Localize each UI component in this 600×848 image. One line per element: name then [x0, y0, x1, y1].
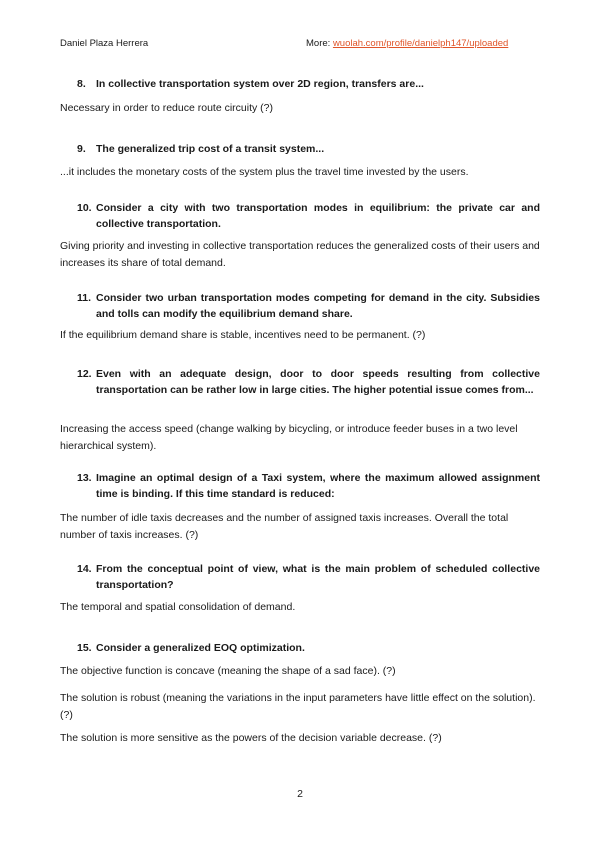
question-10 [78, 200, 540, 232]
question-13 [78, 470, 540, 502]
more-info [306, 38, 508, 49]
question-number: 9. [77, 143, 86, 155]
question-text: In collective transportation system over 2D region, transfers are... [96, 78, 424, 90]
question-number: 10. [77, 202, 92, 214]
question-text: From the conceptual point of view, what is the main problem of scheduled collective transportation? [96, 563, 540, 591]
answer-15-c: The solution is more sensitive as the powers of the decision variable decrease. (?) [60, 732, 442, 744]
question-text: Consider a generalized EOQ optimization. [96, 642, 305, 654]
question-number: 15. [77, 642, 92, 654]
answer-11: If the equilibrium demand share is stable, incentives need to be permanent. (?) [60, 329, 426, 341]
answer-15-b: The solution is robust (meaning the variations in the input parameters have little effect on the solution). (?) [60, 692, 536, 721]
page-number: 2 [297, 788, 303, 800]
question-text: Consider a city with two transportation modes in equilibrium: the private car and collective transportation. [96, 202, 540, 230]
question-12 [78, 366, 540, 398]
answer-12: Increasing the access speed (change walking by bicycling, or introduce feeder buses in a two level hierarchical system). [60, 423, 518, 452]
answer-15-a: The objective function is concave (meaning the shape of a sad face). (?) [60, 665, 396, 677]
question-number: 14. [77, 563, 92, 575]
question-15 [78, 640, 540, 656]
question-text: The generalized trip cost of a transit system... [96, 143, 325, 155]
answer-10: Giving priority and investing in collective transportation reduces the generalized costs of their users and increases its share of total demand. [60, 240, 540, 269]
question-9 [78, 141, 540, 157]
question-11 [78, 290, 540, 322]
answer-14: The temporal and spatial consolidation of demand. [60, 601, 296, 613]
author-name: Daniel Plaza Herrera [60, 38, 149, 49]
answer-9: ...it includes the monetary costs of the system plus the travel time invested by the users. [60, 166, 469, 178]
answer-13: The number of idle taxis decreases and the number of assigned taxis increases. Overall the total number of taxis increases. (?) [60, 512, 509, 541]
question-number: 11. [77, 292, 92, 304]
question-14 [78, 561, 540, 593]
profile-link[interactable]: wuolah.com/profile/danielph147/uploaded [332, 38, 509, 49]
question-number: 13. [77, 472, 92, 484]
question-number: 12. [77, 368, 92, 380]
question-8 [78, 76, 540, 92]
more-label: More: [306, 38, 331, 49]
question-text: Even with an adequate design, door to door speeds resulting from collective transportation can be rather low in large cities. The higher potential issue comes from... [96, 368, 540, 396]
question-text: Consider two urban transportation modes competing for demand in the city. Subsidies and tolls can modify the equilibrium demand share. [96, 292, 540, 320]
page-header [60, 38, 540, 52]
answer-8: Necessary in order to reduce route circuity (?) [60, 102, 273, 114]
question-number: 8. [77, 78, 86, 90]
question-text: Imagine an optimal design of a Taxi system, where the maximum allowed assignment time is binding. If this time standard is reduced: [96, 472, 540, 500]
